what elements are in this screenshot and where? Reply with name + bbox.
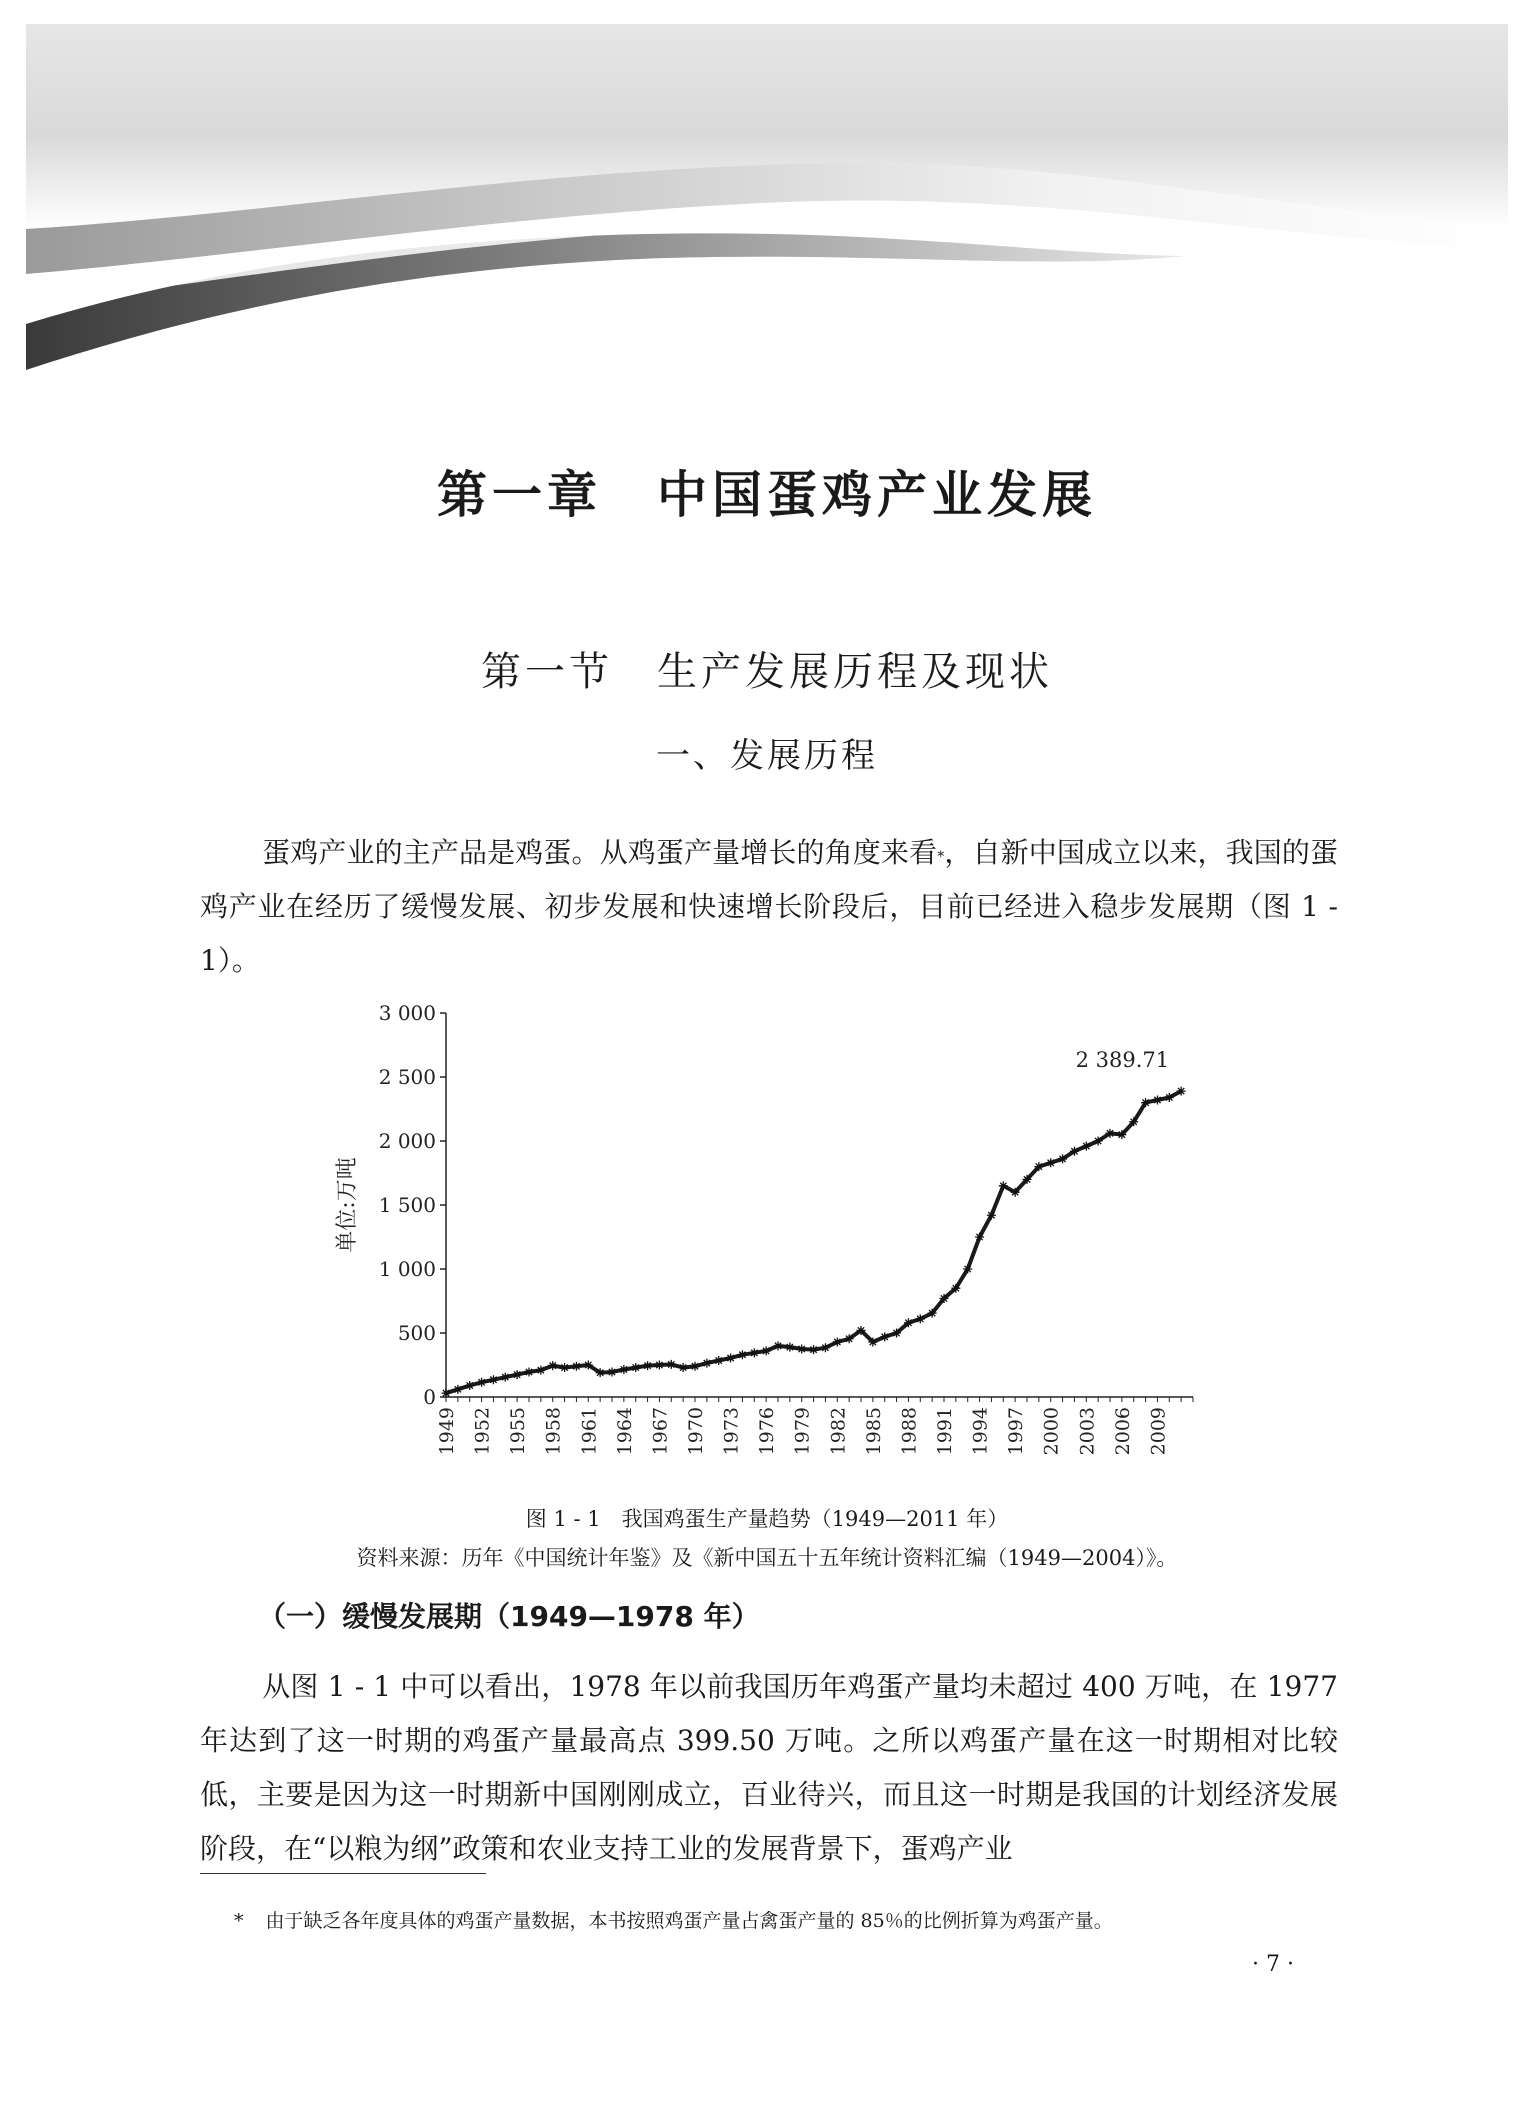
data-point <box>679 1363 688 1372</box>
x-tick-label: 1949 <box>436 1407 458 1456</box>
data-point <box>608 1368 617 1377</box>
x-tick-label: 1955 <box>507 1407 530 1456</box>
x-tick-label: 1985 <box>862 1407 885 1456</box>
y-tick-label: 2 500 <box>378 1065 436 1089</box>
y-tick-label: 0 <box>423 1385 436 1409</box>
peak-value-label: 2 389.71 <box>1075 1048 1170 1073</box>
data-point <box>785 1343 794 1352</box>
y-tick-label: 3 000 <box>378 1001 436 1025</box>
data-point <box>667 1360 676 1369</box>
data-point <box>714 1356 723 1365</box>
intro-paragraph: 蛋鸡产业的主产品是鸡蛋。从鸡蛋产量增长的角度来看*，自新中国成立以来，我国的蛋鸡产业在经历了缓慢发展、初步发展和快速增长阶段后，目前已经进入稳步发展期（图 1 - 1）。 <box>200 836 1338 977</box>
subsection-title: 一、发展历程 <box>656 736 878 776</box>
x-tick-label: 1994 <box>969 1407 992 1456</box>
data-point <box>726 1353 735 1362</box>
data-point <box>453 1385 462 1394</box>
data-point <box>643 1361 652 1370</box>
data-point <box>880 1332 889 1341</box>
section-title: 第一节 生产发展历程及现状 <box>481 649 1053 695</box>
data-point <box>916 1314 925 1323</box>
x-tick-label: 1988 <box>898 1407 921 1456</box>
figure-source: 资料来源：历年《中国统计年鉴》及《新中国五十五年统计资料汇编（1949—2004）》。 <box>356 1546 1178 1570</box>
y-tick-label: 2 000 <box>378 1129 436 1153</box>
data-point <box>655 1361 664 1370</box>
footnote-divider <box>200 1873 486 1874</box>
egg-production-line-chart <box>318 995 1218 1505</box>
x-tick-label: 1964 <box>613 1407 636 1456</box>
x-tick-label: 2009 <box>1147 1407 1170 1456</box>
data-point <box>560 1363 569 1372</box>
data-point <box>1034 1162 1043 1171</box>
y-tick-label: 1 000 <box>378 1257 436 1281</box>
page-number: · 7 · <box>1252 1952 1294 1977</box>
chapter-title: 第一章 中国蛋鸡产业发展 <box>437 466 1097 524</box>
x-tick-label: 2000 <box>1040 1407 1063 1456</box>
data-point <box>619 1365 628 1374</box>
x-tick-label: 1952 <box>471 1407 494 1456</box>
data-point <box>702 1359 711 1368</box>
x-tick-label: 2003 <box>1076 1407 1099 1456</box>
x-tick-label: 1997 <box>1005 1407 1028 1456</box>
data-point <box>691 1362 700 1371</box>
x-tick-label: 2006 <box>1111 1407 1134 1456</box>
data-point <box>762 1346 771 1355</box>
footnote <box>234 1906 1113 1933</box>
x-tick-label: 1973 <box>720 1407 743 1456</box>
data-point <box>1153 1096 1162 1105</box>
data-point <box>797 1345 806 1354</box>
data-point <box>477 1378 486 1387</box>
x-tick-label: 1967 <box>649 1407 672 1456</box>
data-point <box>1046 1158 1055 1167</box>
data-point <box>750 1348 759 1357</box>
slow-period-paragraph: 从图 1 - 1 中可以看出，1978 年以前我国历年鸡蛋产量均未超过 400 万吨，在 1977 年达到了这一时期的鸡蛋产量最高点 399.50 万吨。之所以鸡蛋产量在这一时期相对比较低，主要是因为这一时期新中国刚刚成立，百业待兴，而且这一时期是我国的计划经济发展阶段，在“以粮为纲”政策和农业支持工业的发展背景下，蛋鸡产业 <box>200 1670 1338 1865</box>
figure-caption: 图 1 - 1 我国鸡蛋生产量趋势（1949—2011 年） <box>525 1507 1009 1531</box>
x-tick-label: 1958 <box>542 1407 565 1456</box>
x-tick-label: 1976 <box>756 1407 779 1456</box>
data-point <box>513 1370 522 1379</box>
data-point <box>501 1373 510 1382</box>
y-axis-label: 单位:万吨 <box>335 1157 360 1253</box>
data-point <box>525 1368 534 1377</box>
header-banner-graphic <box>26 24 1508 370</box>
footnote-text: 由于缺乏各年度具体的鸡蛋产量数据，本书按照鸡蛋产量占禽蛋产量的 85％的比例折算为鸡蛋产量。 <box>265 1910 1113 1932</box>
data-point <box>1058 1154 1067 1163</box>
data-point <box>1165 1093 1174 1102</box>
x-tick-label: 1982 <box>827 1407 850 1456</box>
data-point <box>465 1381 474 1390</box>
slow-period-heading: （一）缓慢发展期（1949—1978 年） <box>258 1600 760 1633</box>
footnote-reference[interactable]: * <box>937 849 945 865</box>
x-tick-label: 1991 <box>934 1407 956 1456</box>
data-point <box>857 1326 866 1335</box>
data-point <box>489 1375 498 1384</box>
y-tick-label: 500 <box>397 1321 436 1345</box>
x-tick-label: 1961 <box>578 1407 601 1456</box>
data-point <box>809 1345 818 1354</box>
x-tick-label: 1970 <box>685 1407 707 1456</box>
y-tick-label: 1 500 <box>378 1193 436 1217</box>
data-point <box>631 1363 640 1372</box>
footnote-mark: * <box>234 1910 244 1932</box>
data-point <box>572 1362 581 1371</box>
data-point <box>738 1350 747 1359</box>
x-tick-label: 1979 <box>791 1407 814 1456</box>
